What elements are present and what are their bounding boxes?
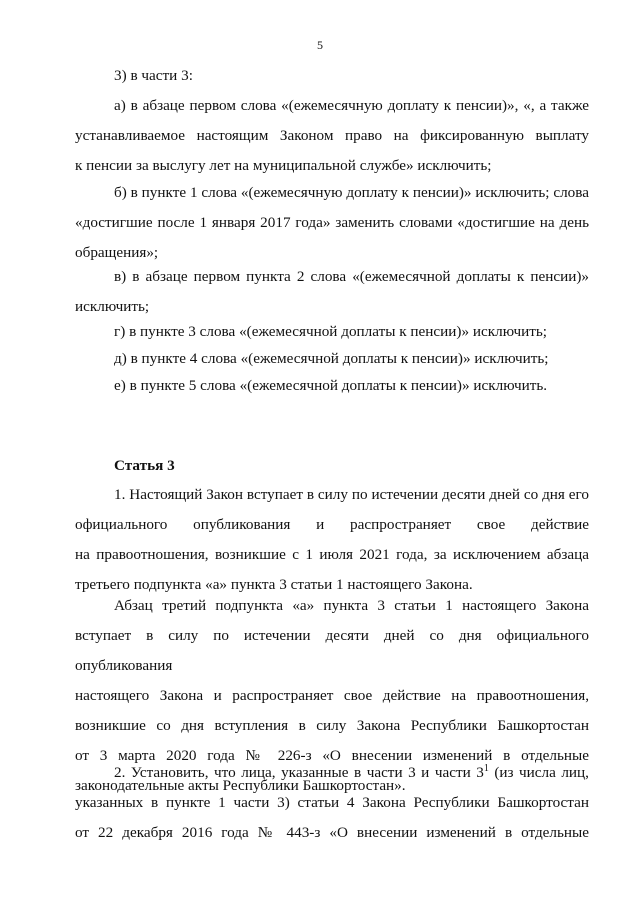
paragraph-3-first-line: 2. Установить, что лица, указанные в части 3 и части $3^1$ (из числа лиц, <box>114 762 589 781</box>
item-e: е) в пункте 5 слова «(ежемесячной доплаты к пенсии)» исключить. <box>114 377 548 394</box>
item-a: а) в абзаце первом слова «(ежемесячную доплату к пенсии)», «, а также устанавливаемое настоящим Законом право на фиксированную выплату к пенсии за выслугу лет на муниципальной службе» исключить; <box>75 97 589 174</box>
article-3-heading: Статья 3 <box>114 457 175 474</box>
item-v: в) в абзаце первом пункта 2 слова «(ежемесячной доплаты к пенсии)» исключить; <box>75 268 589 315</box>
article-3-paragraph-3: 2. Установить, что лица, указанные в части 3 и части $3^1$ (из числа лиц, указанных в пункте 1 части 3) статьи 4 Закона Республики Башкортостан от 22 декабря 2016 года № 443-з «О внесении изменений в отдельные <box>75 758 589 848</box>
superscript-1: 1 <box>483 762 489 774</box>
article-3-paragraph-1: 1. Настоящий Закон вступает в силу по истечении десяти дней со дня его официального опубликования и распространяет свое действие на правоотношения, возникшие с 1 июля 2021 года, за исключением абзаца третьего подпункта «а» пункта 3 статьи 1 настоящего Закона. <box>75 486 589 593</box>
item-b: б) в пункте 1 слова «(ежемесячную доплату к пенсии)» исключить; слова «достигшие после 1 января 2017 года» заменить словами «достигшие на день обращения»; <box>75 184 589 261</box>
item-g: г) в пункте 3 слова «(ежемесячной доплаты к пенсии)» исключить; <box>114 323 548 340</box>
item-d: д) в пункте 4 слова «(ежемесячной доплаты к пенсии)» исключить; <box>114 350 549 367</box>
page-number: 5 <box>317 38 323 52</box>
article-3-paragraph-2: Абзац третий подпункта «а» пункта 3 статьи 1 настоящего Закона вступает в силу по истечении десяти дней со дня официального опубликования настоящего Закона и распространяет свое действие на правоотношения, возникшие со дня вступления в силу Закона Республики Башкортостан от 3 марта 2020 года № 226-з «О внесении изменений в отдельные законодательные акты Республики Башкортостан». <box>75 597 589 794</box>
section-3-intro: 3) в части 3: <box>114 67 193 84</box>
